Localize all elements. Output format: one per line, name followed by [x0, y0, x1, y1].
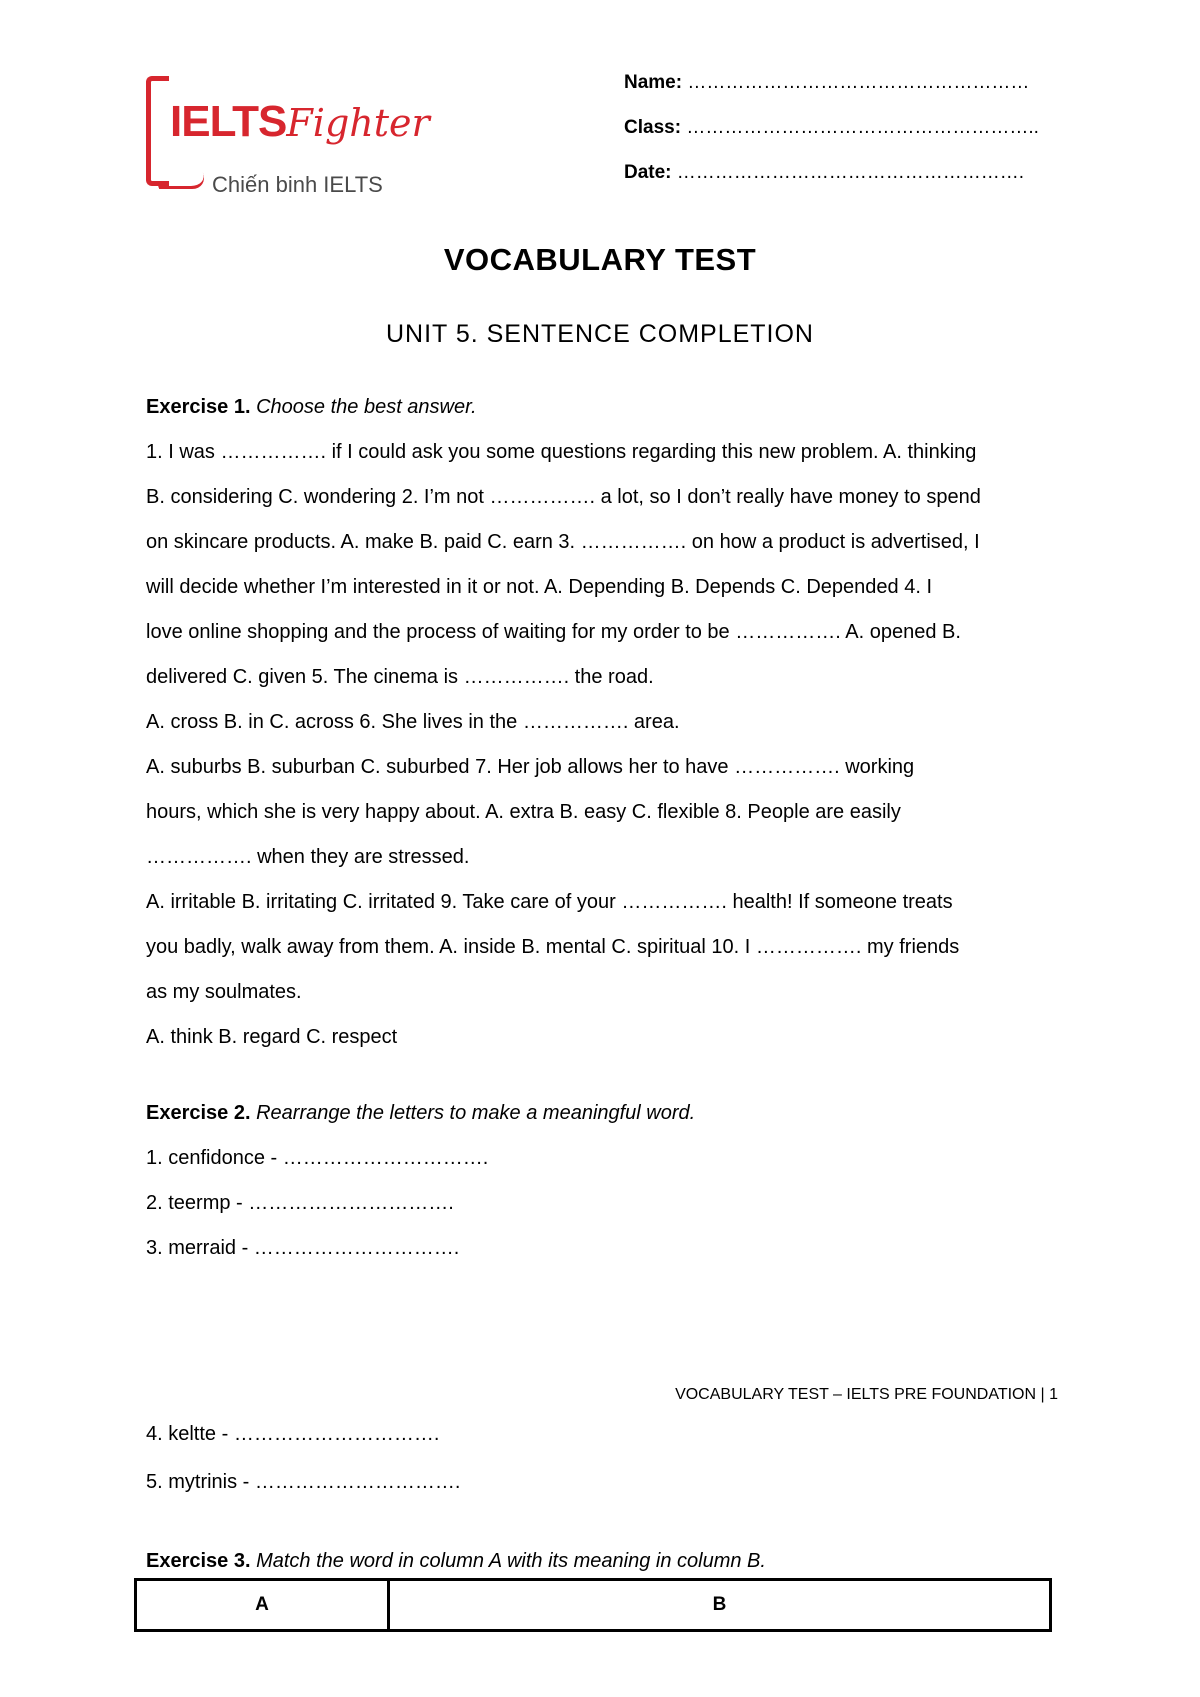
logo-swoosh: [153, 172, 209, 189]
exercise1-line: as my soulmates.: [146, 981, 302, 1003]
column-b-header: B: [389, 1580, 1051, 1631]
exercise1-line: A. think B. regard C. respect: [146, 1026, 398, 1048]
student-info: [624, 72, 1039, 207]
logo-bracket-shape: [146, 76, 169, 186]
class-row: [624, 117, 1039, 162]
date-row: [624, 162, 1039, 207]
exercise1-line: A. cross B. in C. across 6. She lives in the ……………. area.: [146, 711, 680, 733]
exercise1-heading: [146, 392, 1056, 422]
date-line: ……………………………………………….: [676, 162, 1025, 183]
exercise1-line: you badly, walk away from them. A. inside B. mental C. spiritual 10. I ……………. my friends: [146, 936, 960, 958]
logo-tagline: Chiến binh IELTS: [212, 172, 383, 197]
exercise2-item: 5. mytrinis - ………………………….: [146, 1471, 461, 1493]
exercise1-line: hours, which she is very happy about. A. extra B. easy C. flexible 8. People are easily: [146, 801, 901, 823]
section-spacer: [146, 1060, 1056, 1098]
page-title: VOCABULARY TEST: [443, 242, 757, 277]
exercise3-heading: [146, 1550, 766, 1573]
exercise1-line: will decide whether I’m interested in it or not. A. Depending B. Depends C. Depended 4. I: [146, 576, 933, 598]
matching-table: [134, 1578, 1052, 1632]
exercise1-instruction: Choose the best answer.: [256, 396, 477, 418]
exercise3-instruction: Match the word in column A with its meaning in column B.: [256, 1550, 766, 1572]
exercise2-instruction: Rearrange the letters to make a meaningful word.: [256, 1102, 696, 1124]
exercise2-item: 1. cenfidonce - ………………………….: [146, 1147, 489, 1169]
page-subtitle: UNIT 5. SENTENCE COMPLETION: [386, 320, 814, 348]
exercise1-line: A. suburbs B. suburban C. suburbed 7. Her job allows her to have ……………. working: [146, 756, 915, 778]
class-line: ………………………………………………..: [686, 117, 1039, 138]
column-a-header: A: [136, 1580, 389, 1631]
exercise1-line: ……………. when they are stressed.: [146, 846, 470, 868]
ielts-fighter-logo: [146, 72, 446, 202]
exercise1-line: on skincare products. A. make B. paid C. earn 3. ……………. on how a product is advertised, I: [146, 531, 980, 553]
name-row: [624, 72, 1039, 117]
matching-table-header: [136, 1580, 1051, 1631]
date-label: Date:: [624, 162, 672, 183]
exercise1-line: love online shopping and the process of waiting for my order to be ……………. A. opened B.: [146, 621, 961, 643]
exercise3-label: Exercise 3.: [146, 1550, 251, 1572]
logo-brand-ielts: IELTS: [170, 97, 287, 146]
exercise2-item: 4. keltte - ………………………….: [146, 1423, 440, 1445]
exercise2-item: 2. teermp - ………………………….: [146, 1192, 454, 1214]
exercise1-line: delivered C. given 5. The cinema is ……………. the road.: [146, 666, 654, 688]
exercise1-label: Exercise 1.: [146, 396, 251, 418]
exercise1-line: 1. I was ……………. if I could ask you some questions regarding this new problem. A. thinking: [146, 441, 977, 463]
exercise1-line: B. considering C. wondering 2. I’m not ……………. a lot, so I don’t really have money to spend: [146, 486, 981, 508]
exercises-page1: [146, 392, 1056, 1271]
exercises-page2: [146, 1410, 1056, 1506]
name-label: Name:: [624, 72, 683, 93]
exercise2-heading: [146, 1098, 1056, 1128]
logo-brand-fighter: Fighter: [286, 101, 430, 145]
exercise2-item: 3. merraid - ………………………….: [146, 1237, 460, 1259]
page-footer: VOCABULARY TEST – IELTS PRE FOUNDATION | 1: [675, 1386, 1058, 1403]
logo-brand: [170, 97, 430, 146]
name-line: ………………………………………………: [687, 72, 1030, 93]
class-label: Class:: [624, 117, 682, 138]
exercise2-label: Exercise 2.: [146, 1102, 251, 1124]
exercise1-line: A. irritable B. irritating C. irritated 9. Take care of your ……………. health! If someone treats: [146, 891, 953, 913]
